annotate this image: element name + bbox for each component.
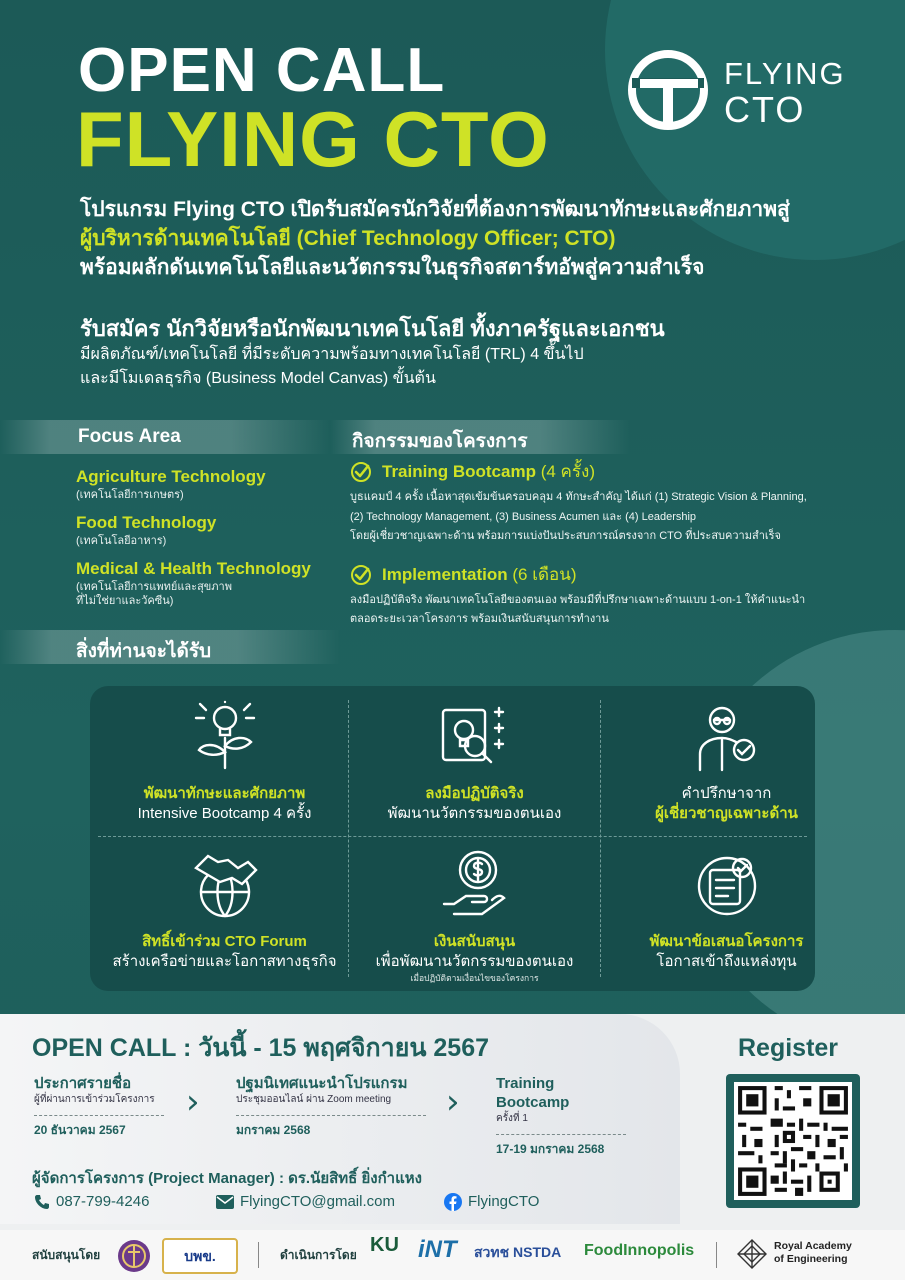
- activity-name: Implementation: [382, 564, 508, 584]
- benefit-subtitle: พัฒนานวัตกรรมของตนเอง: [387, 805, 562, 822]
- chevron-right-icon: ›: [446, 1082, 460, 1122]
- phone-icon: [34, 1194, 50, 1210]
- activity-name: Training Bootcamp: [382, 462, 536, 481]
- focus-area-list: [76, 466, 346, 618]
- step-title: ประกาศรายชื่อ: [34, 1075, 132, 1092]
- focus-area-band: [0, 420, 330, 454]
- food-innopolis-logo: FoodInnopolis: [584, 1242, 695, 1259]
- intro-line-1: โปรแกรม Flying CTO เปิดรับสมัครนักวิจัยที่ต้องการพัฒนาทักษะและศักยภาพสู่: [80, 198, 790, 221]
- benefit-note: เมื่อปฏิบัติตามเงื่อนไขของโครงการ: [410, 973, 539, 983]
- activities-heading: กิจกรรมของโครงการ: [352, 431, 528, 452]
- register-qr-code[interactable]: [726, 1074, 860, 1208]
- activity-count: (4 ครั้ง): [540, 462, 596, 481]
- step-date: 20 ธันวาคม 2567: [34, 1115, 164, 1138]
- focus-item-thai: (เทคโนโลยีอาหาร): [76, 535, 167, 547]
- benefit-card: [104, 848, 345, 972]
- activity-implementation: [350, 563, 860, 630]
- footer-logos: [0, 1230, 905, 1280]
- schedule-step: [236, 1074, 426, 1138]
- benefit-title: สิทธิ์เข้าร่วม CTO Forum: [142, 933, 307, 950]
- open-call-dates: OPEN CALL : วันนี้ - 15 พฤศจิกายน 2567: [32, 1034, 490, 1062]
- divider: [98, 836, 807, 837]
- logo-text-cto: CTO: [724, 89, 806, 130]
- divider: [258, 1242, 259, 1268]
- apply-line-2: และมีโมเดลธุรกิจ (Business Model Canvas) ขั้นต้น: [80, 370, 436, 387]
- step-title: ปฐมนิเทศแนะนำโปรแกรม: [236, 1075, 408, 1092]
- benefit-subtitle: Intensive Bootcamp 4 ครั้ง: [137, 805, 312, 822]
- focus-area-heading: Focus Area: [78, 426, 181, 447]
- benefit-subtitle: เพื่อพัฒนานวัตกรรมของตนเอง: [375, 953, 574, 970]
- benefit-title: พัฒนาทักษะและศักยภาพ: [143, 785, 306, 802]
- focus-item-name: Agriculture Technology: [76, 467, 266, 486]
- benefit-card: [606, 848, 847, 972]
- contact-email[interactable]: [216, 1193, 395, 1210]
- contact-phone[interactable]: [34, 1193, 149, 1210]
- benefit-card: [354, 700, 595, 824]
- benefit-title: ลงมือปฏิบัติจริง: [425, 785, 524, 802]
- schedule-step: [496, 1074, 626, 1157]
- title-flying-cto: FLYING CTO: [76, 95, 550, 183]
- lightbulb-plant-icon: [190, 700, 260, 772]
- activity-description: [350, 591, 860, 630]
- benefit-subtitle: โอกาสเข้าถึงแหล่งทุน: [656, 953, 797, 970]
- benefit-title: พัฒนาข้อเสนอโครงการ: [649, 933, 804, 950]
- flying-cto-logo-icon: [626, 48, 710, 132]
- divider: [600, 700, 601, 977]
- pmu-b-logo-text: บพข.: [184, 1248, 216, 1264]
- activity-title: [382, 460, 860, 484]
- divider: [716, 1242, 717, 1268]
- step-title: Training Bootcamp: [496, 1075, 570, 1111]
- flying-cto-logo: [626, 48, 866, 132]
- benefit-title: เงินสนับสนุน: [433, 933, 516, 950]
- divider: [348, 700, 349, 977]
- benefit-subtitle: ผู้เชี่ยวชาญเฉพาะด้าน: [655, 805, 798, 822]
- int-logo: iNT: [418, 1236, 457, 1263]
- activity-training: [350, 460, 860, 547]
- contact-facebook[interactable]: [444, 1193, 539, 1211]
- project-manager: ผู้จัดการโครงการ (Project Manager) : ดร.นัยสิทธิ์ ยิ่งกำแหง: [32, 1170, 422, 1187]
- facebook-icon: [444, 1193, 462, 1211]
- logo-text-flying: FLYING: [724, 56, 846, 91]
- focus-item: [76, 466, 346, 502]
- support-label: สนับสนุนโดย: [32, 1248, 101, 1262]
- activity-desc-line: (2) Technology Management, (3) Business Acumen และ (4) Leadership: [350, 510, 697, 523]
- register-label: Register: [738, 1034, 839, 1062]
- operate-label: ดำเนินการโดย: [280, 1248, 357, 1262]
- apply-line-1: มีผลิตภัณฑ์/เทคโนโลยี ที่มีระดับความพร้อมทางเทคโนโลยี (TRL) 4 ขึ้นไป: [80, 346, 584, 363]
- ministry-seal-icon: [116, 1238, 152, 1274]
- activity-count: (6 เดือน): [512, 564, 577, 584]
- intro-line-2: ผู้บริหารด้านเทคโนโลยี (Chief Technology Officer; CTO): [80, 227, 616, 250]
- pmu-b-logo: [162, 1238, 238, 1274]
- activities-list: [350, 460, 860, 630]
- benefit-card: [104, 700, 345, 824]
- focus-item-name: Medical & Health Technology: [76, 559, 311, 578]
- handshake-globe-icon: [190, 848, 260, 920]
- step-date: มกราคม 2568: [236, 1115, 426, 1138]
- royal-academy-line-2: of Engineering: [774, 1253, 848, 1265]
- step-subtitle: ผู้ที่ผ่านการเข้าร่วมโครงการ: [34, 1094, 155, 1105]
- step-subtitle: ครั้งที่ 1: [496, 1113, 528, 1124]
- focus-item-thai: (เทคโนโลยีการเกษตร): [76, 489, 184, 501]
- activity-desc-line: ตลอดระยะเวลาโครงการ พร้อมเงินสนับสนุนการทำงาน: [350, 613, 609, 625]
- envelope-icon: [216, 1195, 234, 1209]
- phone-number: 087-799-4246: [56, 1193, 150, 1210]
- facebook-page: FlyingCTO: [468, 1193, 540, 1210]
- expert-person-icon: [692, 700, 762, 772]
- schedule-step: [34, 1074, 164, 1138]
- focus-item-name: Food Technology: [76, 513, 217, 532]
- focus-item: [76, 558, 346, 608]
- apply-heading: รับสมัคร นักวิจัยหรือนักพัฒนาเทคโนโลยี ทั้งภาครัฐและเอกชน: [80, 316, 665, 341]
- royal-academy-line-1: Royal Academy: [774, 1240, 852, 1252]
- step-subtitle: ประชุมออนไลน์ ผ่าน Zoom meeting: [236, 1094, 392, 1105]
- activity-desc-line: ลงมือปฏิบัติจริง พัฒนาเทคโนโลยีของตนเอง พร้อมมีที่ปรึกษาเฉพาะด้านแบบ 1-on-1 ให้คำแนะนำ: [350, 593, 806, 606]
- benefit-card: [354, 848, 595, 984]
- focus-item-thai: (เทคโนโลยีการแพทย์และสุขภาพ: [76, 581, 232, 593]
- intro-text: [80, 195, 880, 282]
- benefits-band: [0, 630, 340, 664]
- activity-desc-line: บูธแคมป์ 4 ครั้ง เนื้อหาสุดเข้มข้นครอบคลุม 4 ทักษะสำคัญ ได้แก่ (1) Strategic Vision & Planning,: [350, 491, 807, 503]
- benefit-subtitle: สร้างเครือข่ายและโอกาสทางธุรกิจ: [112, 953, 337, 970]
- step-date: 17-19 มกราคม 2568: [496, 1134, 626, 1157]
- activity-title: [382, 563, 860, 587]
- proposal-icon: [692, 848, 762, 920]
- focus-item-thai-2: ที่ไม่ใช่ยาและวัคซีน): [76, 595, 174, 607]
- ku-logo: KU: [370, 1234, 399, 1256]
- email-address: FlyingCTO@gmail.com: [240, 1193, 395, 1210]
- activity-desc-line: โดยผู้เชี่ยวชาญเฉพาะด้าน พร้อมการแบ่งปันประสบการณ์ตรงจาก CTO ที่ประสบความสำเร็จ: [350, 530, 781, 542]
- intro-line-3: พร้อมผลักดันเทคโนโลยีและนวัตกรรมในธุรกิจสตาร์ทอัพสู่ความสำเร็จ: [80, 256, 705, 279]
- activity-description: [350, 488, 860, 547]
- benefit-card: [606, 700, 847, 824]
- royal-academy-logo: [774, 1240, 852, 1266]
- qr-code-icon: [734, 1082, 852, 1200]
- check-circle-icon: [350, 564, 372, 586]
- benefits-panel: [90, 686, 815, 991]
- money-hand-icon: [440, 848, 510, 920]
- focus-item: [76, 512, 346, 548]
- chevron-right-icon: ›: [186, 1082, 200, 1122]
- royal-academy-emblem-icon: [736, 1238, 768, 1270]
- nstda-logo: สวทช NSTDA: [474, 1244, 562, 1260]
- idea-magnifier-icon: [435, 700, 515, 772]
- check-circle-icon: [350, 461, 372, 483]
- benefits-heading: สิ่งที่ท่านจะได้รับ: [76, 641, 212, 662]
- apply-section: [80, 315, 880, 391]
- activities-band: [330, 420, 630, 454]
- benefit-title: คำปรึกษาจาก: [681, 785, 772, 802]
- title-open-call: OPEN CALL: [78, 36, 446, 105]
